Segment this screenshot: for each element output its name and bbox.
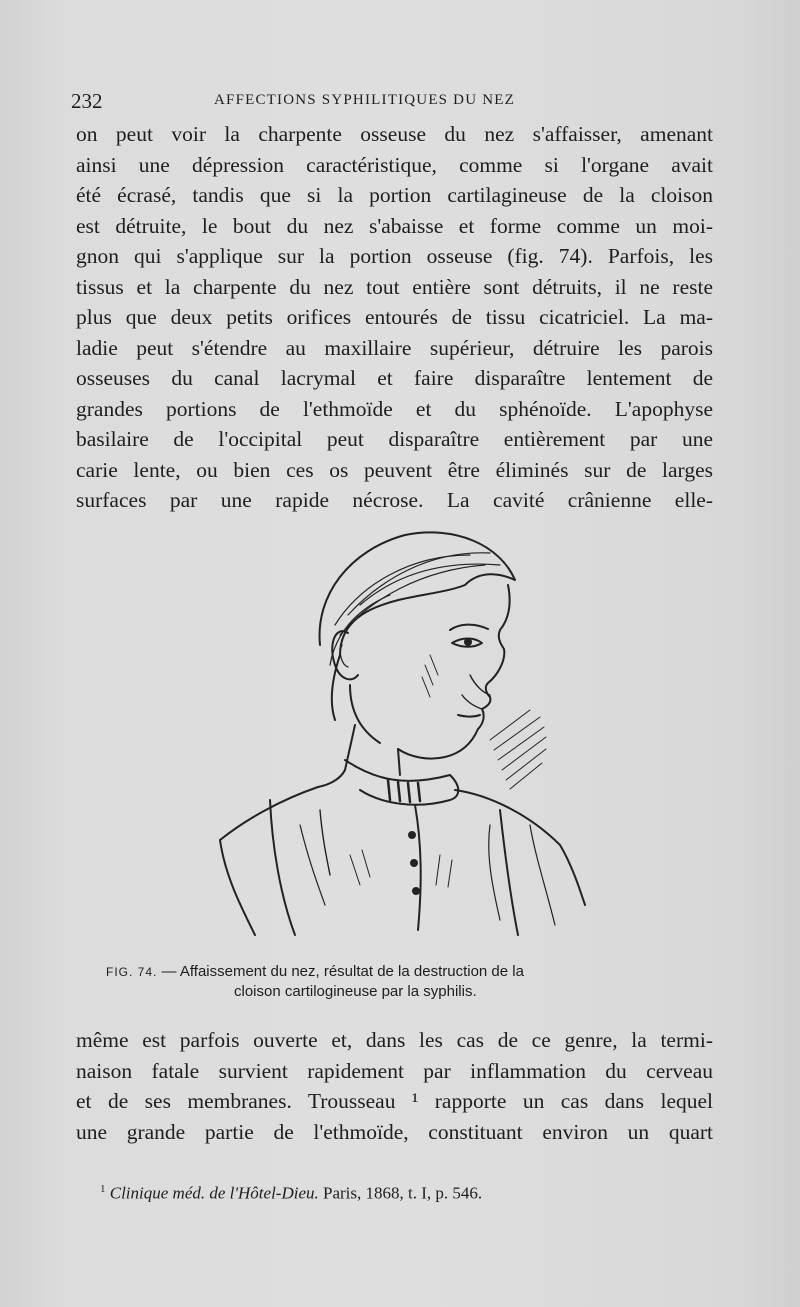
figure-engraving: [200, 525, 600, 945]
caption-line-2: cloison cartilogineuse par la syphilis.: [234, 983, 477, 1000]
text-line: on peut voir la charpente osseuse du nez s'affaisser, amenant: [76, 122, 713, 146]
text-line: osseuses du canal lacrymal et faire disparaître lentement de: [76, 366, 713, 390]
running-title: AFFECTIONS SYPHILITIQUES DU NEZ: [214, 92, 515, 108]
figure-label: FIG. 74.: [106, 965, 158, 979]
footnote-title: Clinique méd. de l'Hôtel-Dieu.: [109, 1183, 319, 1203]
footnote-details: Paris, 1868, t. I, p. 546.: [318, 1183, 483, 1203]
text-line: est détruite, le bout du nez s'abaisse et forme comme un moi-: [76, 213, 713, 238]
text-line: basilaire de l'occipital peut disparaître entièrement par une: [76, 427, 713, 451]
paragraph-1: [76, 119, 713, 516]
running-head: [71, 89, 731, 117]
paragraph-2: [76, 1025, 713, 1147]
text-line: ainsi une dépression caractéristique, comme si l'organe avait: [76, 152, 713, 177]
text-line: une grande partie de l'ethmoïde, constituant environ un quart: [76, 1119, 713, 1144]
text-line: surfaces par une rapide nécrose. La cavité crânienne elle-: [76, 488, 713, 512]
footnote: [100, 1183, 482, 1204]
text-line: plus que deux petits orifices entourés de tissu cicatriciel. La ma-: [76, 305, 713, 329]
footnote-mark: 1: [100, 1183, 106, 1195]
text-line: gnon qui s'applique sur la portion osseuse (fig. 74). Parfois, les: [76, 244, 713, 268]
caption-line-1: — Affaissement du nez, résultat de la destruction de la: [161, 963, 524, 980]
text-line: et de ses membranes. Trousseau ¹ rapporte un cas dans lequel: [76, 1089, 713, 1113]
text-line: ladie peut s'étendre au maxillaire supérieur, détruire les parois: [76, 335, 713, 360]
text-line: été écrasé, tandis que si la portion cartilagineuse de la cloison: [76, 183, 713, 207]
text-line: même est parfois ouverte et, dans les cas de ce genre, la termi-: [76, 1028, 713, 1052]
text-line: tissus et la charpente du nez tout entière sont détruits, il ne reste: [76, 274, 713, 299]
page-number: 232: [71, 89, 103, 113]
text-line: carie lente, ou bien ces os peuvent être éliminés sur de larges: [76, 457, 713, 482]
portrait-engraving: [200, 525, 600, 945]
text-line: grandes portions de l'ethmoïde et du sphénoïde. L'apophyse: [76, 396, 713, 421]
figure-caption: [106, 962, 686, 1001]
text-line: naison fatale survient rapidement par inflammation du cerveau: [76, 1058, 713, 1083]
